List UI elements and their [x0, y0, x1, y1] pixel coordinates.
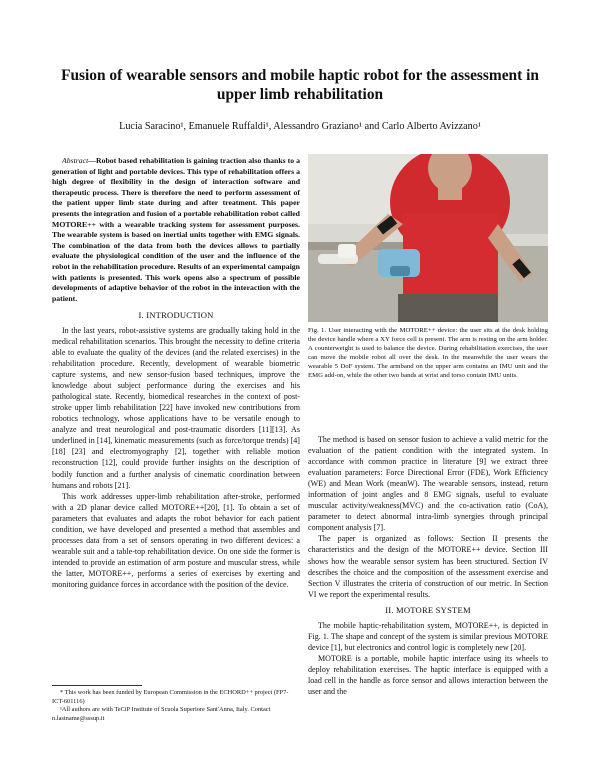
organization-paragraph: The paper is organized as follows: Section II presents the characteristics and the design of the MOTORE++ device. Section III shows how the wearable sensor system has been structured. Section IV describes the choice and the composition of the assessment exercise and Section V illustrates the criteria of construction of our metric. In Section VI we report the experimental results.: [308, 534, 548, 599]
figure-illustration: [308, 154, 548, 322]
method-paragraph: The method is based on sensor fusion to achieve a valid metric for the evaluation of the patient condition with the integrated system. In accordance with common practice in literature [9] we extract three evaluation parameters: Force Directional Error (FDE), Work Efficiency (WE) and Mean Work (meanW). The wearable sensors, instead, return information of joint angles and 8 EMG signals, useful to evaluate muscular activity/weakness(MVC) and the co-activation ratio (CoA), parameter to detect abnormal intra-limb synergies through principal component analysis [7].: [308, 435, 548, 533]
figure-photo: [308, 154, 548, 322]
footnote-affiliation: ¹All authors are with TeCiP Institute of Scuola Superiore Sant'Anna, Italy. Contact n.lastname@sssup.it: [52, 706, 271, 722]
section-heading-motore: II. MOTORE SYSTEM: [385, 604, 471, 615]
footnotes: [52, 685, 300, 723]
footnote-rule: [52, 685, 142, 686]
figure-caption: Fig. 1. User interacting with the MOTORE++ device: the user sits at the desk holding the device handle where a XY force cell is present. The arm is resting on the arm holder. A counterweight is used to balance the device. During rehabilitation exercises, the user can move the mobile robot all over the desk. In the meanwhile the user wears the wearable 5 DoF system. The armband on the upper arm contains an IMU unit and the EMG add-on, while the other two bands at wrist and torso contain IMU units.: [308, 327, 548, 380]
intro-paragraph-1: In the last years, robot-assistive systems are gradually taking hold in the medical rehabilitation scenarios. This brought the necessity to define criteria able to evaluate the quality of the devices (and the related exercises) in the rehabilitation procedure. Recently, development of wearable biometric capture systems, and new sensor-fusion based techniques, improve the knowledge about subject performance during the exercises and his pathological state. Recently, biomedical researches in the context of post-stroke upper limb rehabilitation [22] have invoked new contributions from robotics technology, whose applications have to be versatile enough to analyze and treat neurological and post-traumatic disorders [11][13]. As underlined in [14], kinematic measurements (such as force/torque trends) [4] [18] [23] and electromyography [2], together with reliable motion reconstruction [12], could provide further insights on the description of bodily function and a further analysis of cinematic coordination between humans and robots [21].: [52, 325, 300, 490]
paper-title: Fusion of wearable sensors and mobile haptic robot for the assessment in upper limb rehabilitation: [61, 67, 539, 103]
motore-paragraph-1: The mobile haptic-rehabilitation system, MOTORE++, is depicted in Fig. 1. The shape and concept of the system is similar previous MOTORE device [1], but electronics and control logic is completely new [20].: [308, 620, 548, 652]
abstract-body: —Robot based rehabilitation is gaining traction also thanks to a generation of light and portable devices. This type of rehabilitation offers a high degree of flexibility in the design of interaction software and therapeutic process. There is therefore the need to perform assessment of the patient upper limb state during and after treatment. This paper presents the integration and fusion of a portable rehabilitation robot called MOTORE++ with a wearable tracking system for assessment purposes. The wearable system is based on inertial units together with EMG signals. The combination of the data from both the devices allows to partially evaluate the physiological condition of the user and the influence of the robot in the rehabilitation procedure. Results of an experimental campaign with patients is presented. This work opens also a spectrum of possible developments of adaptive behavior of the robot in the interaction with the patient.: [52, 156, 300, 303]
right-column-body: [308, 434, 548, 697]
abstract-lead: Abstract: [62, 156, 89, 165]
motore-paragraph-2: MOTORE is a portable, mobile haptic interface using its wheels to deploy rehabilitation exercises. The haptic interface is equipped with a load cell in the handle as force sensor and allows interaction between the user and the: [308, 653, 548, 697]
footnote-funding: * This work has been funded by European Commission in the ECHORD++ project (FP7-ICT-601116): [52, 689, 289, 705]
abstract: [52, 156, 300, 590]
author-list: Lucia Saracino¹, Emanuele Ruffaldi¹, Alessandro Graziano¹ and Carlo Alberto Avizzano¹: [119, 121, 481, 132]
section-heading-introduction: I. INTRODUCTION: [138, 310, 214, 321]
intro-paragraph-2: This work addresses upper-limb rehabilitation after-stroke, performed with a 2D planar device called MOTORE++[20], [1]. To obtain a set of parameters that evaluates and adapts the robot behavior for each patient condition, we have developed and presented a method that assembles and processes data from a set of sensors operating in two different devices: a wearable suit and a table-top rehabilitation device. On one side the former is intended to provide an estimation of arm posture and muscular stress, while the latter, MOTORE++, performs a series of exercises by exerting and monitoring guidance forces in accordance with the position of the device.: [52, 491, 300, 589]
